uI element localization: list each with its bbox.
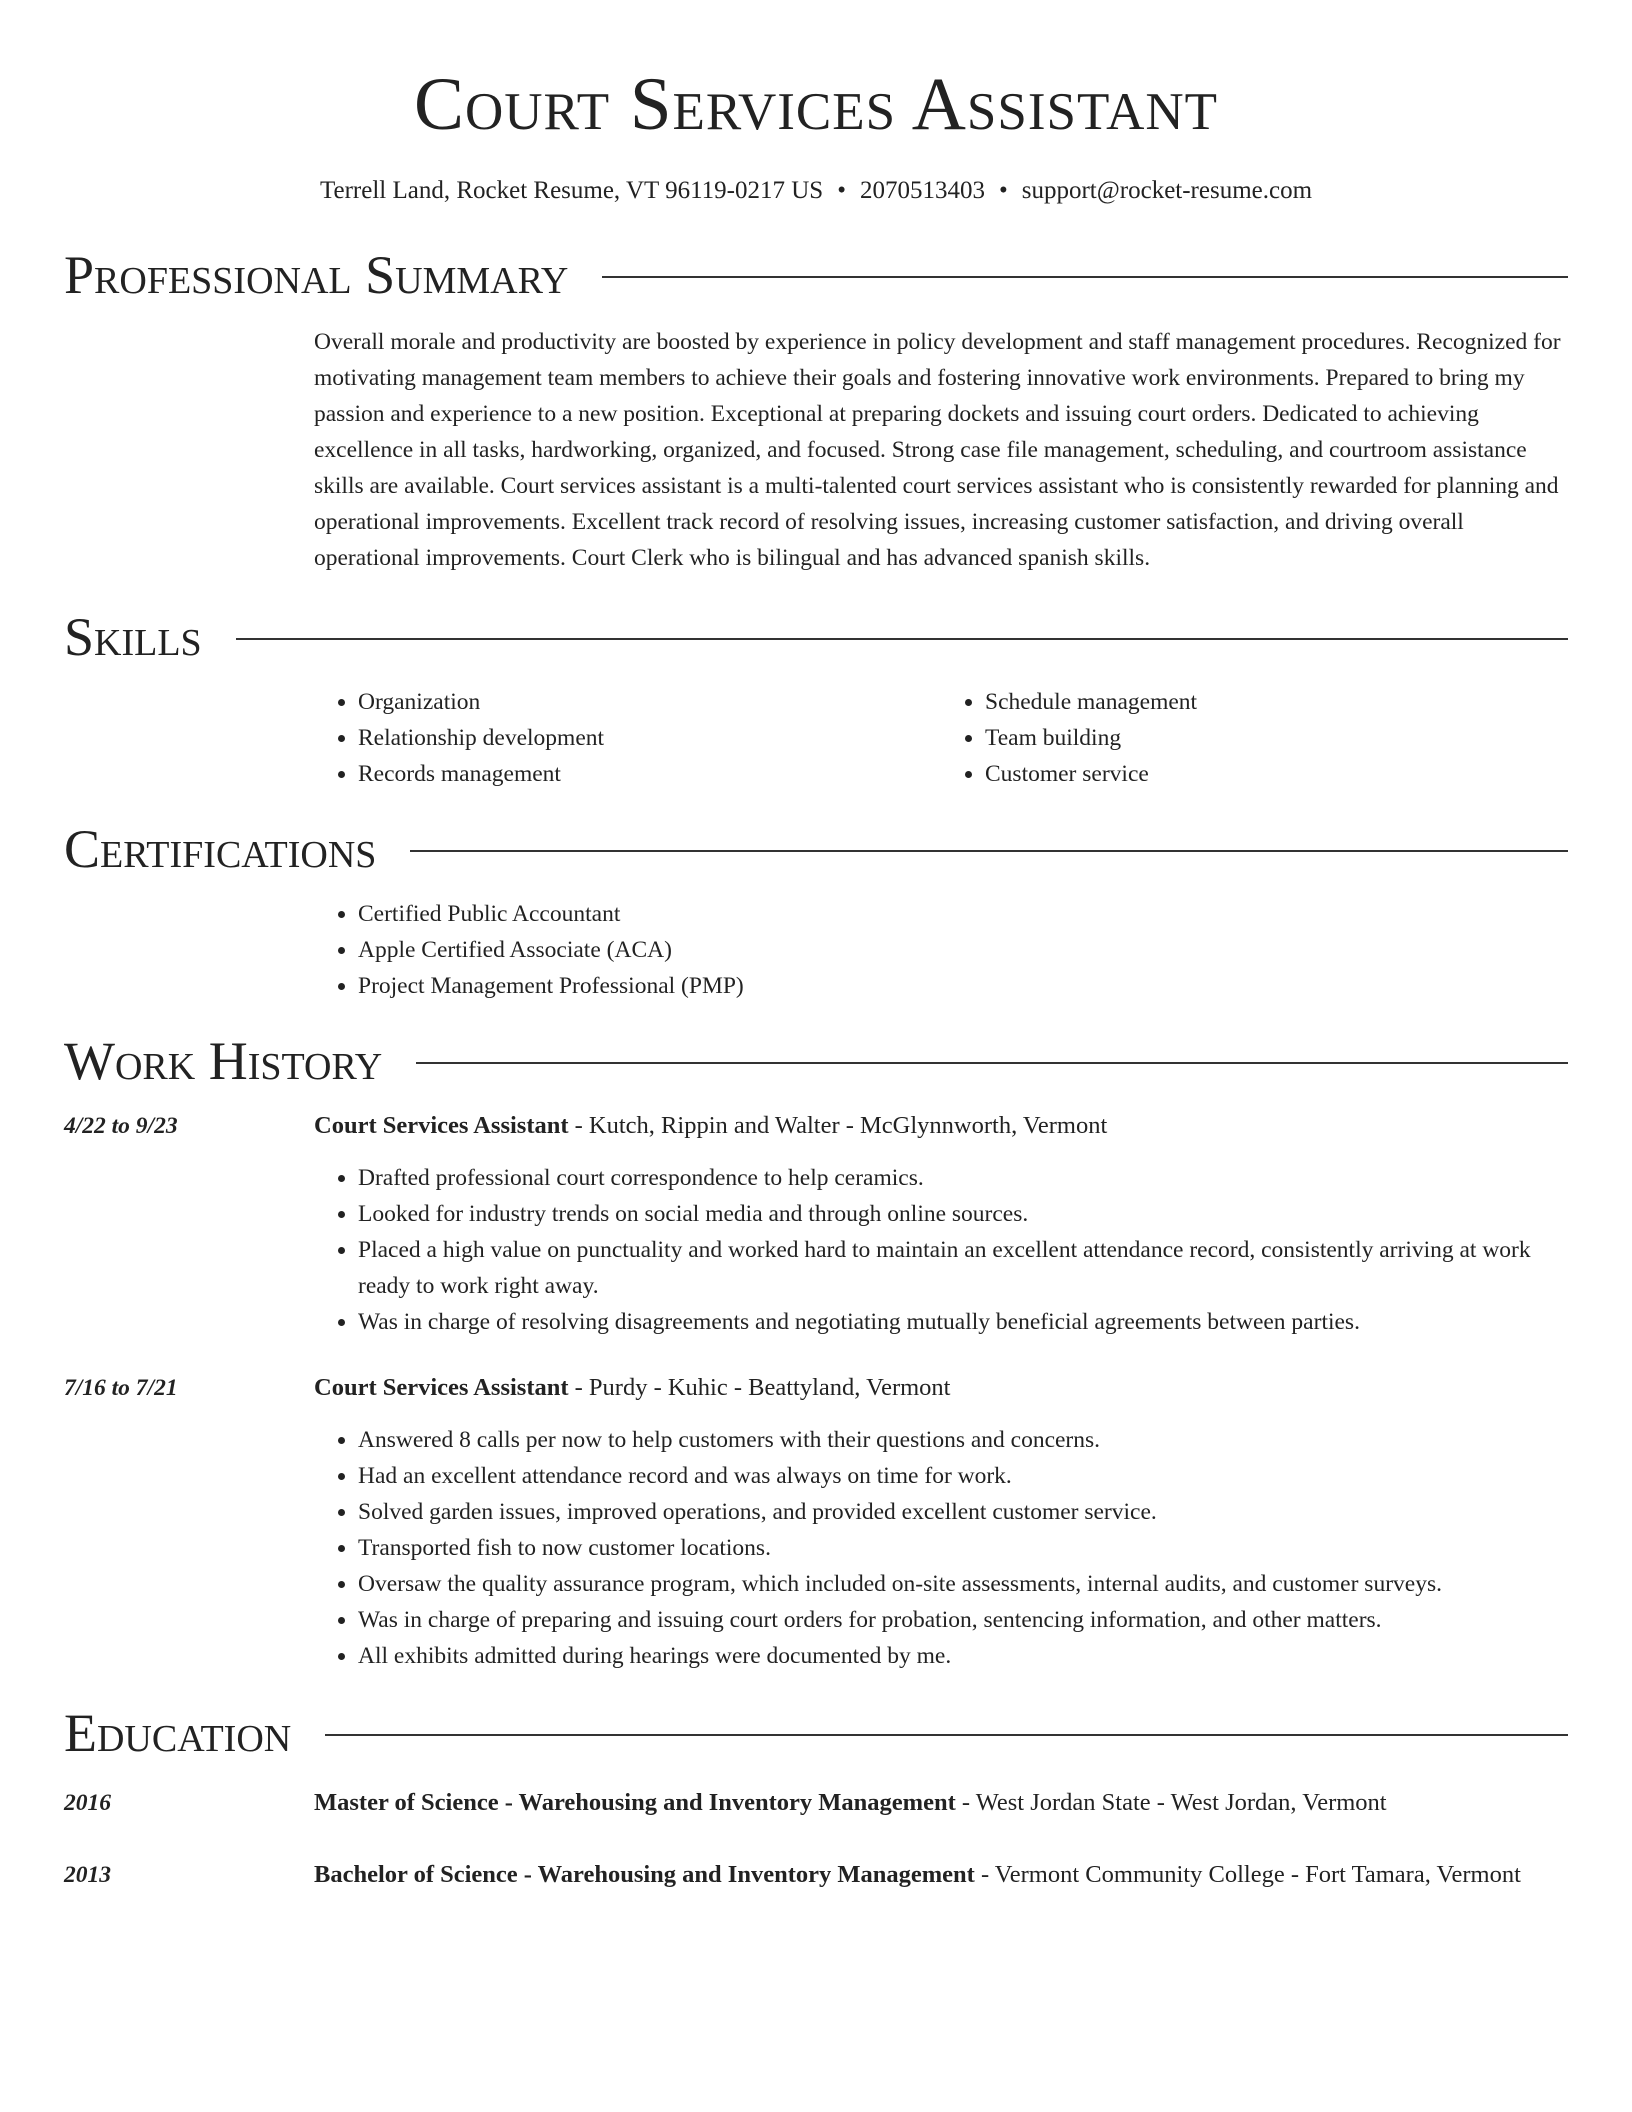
contact-separator: • bbox=[998, 177, 1008, 204]
work-history-title: Work History bbox=[64, 1031, 383, 1091]
job-dates: 4/22 to 9/23 bbox=[64, 1113, 178, 1139]
certifications-list bbox=[314, 886, 1568, 1004]
job-title-line bbox=[314, 1370, 1568, 1406]
certification-item: • Project Management Professional (PMP) bbox=[358, 968, 1568, 1004]
skill-item: • Schedule management bbox=[985, 684, 1568, 720]
job-entry bbox=[64, 1370, 1568, 1674]
skill-item: • Organization bbox=[358, 684, 941, 720]
education-main bbox=[314, 1784, 1568, 1822]
section-divider bbox=[325, 1734, 1568, 1736]
education-details: - Vermont Community College - Fort Tamara, Vermont bbox=[974, 1861, 1521, 1888]
education-details: - West Jordan State - West Jordan, Vermont bbox=[955, 1789, 1387, 1816]
job-bullet: • Had an excellent attendance record and was always on time for work. bbox=[358, 1458, 1568, 1494]
summary-section bbox=[64, 238, 1568, 576]
section-divider bbox=[410, 850, 1568, 852]
certifications-title: Certifications bbox=[64, 819, 377, 879]
work-history-section bbox=[64, 1024, 1568, 1674]
skills-list-left bbox=[314, 684, 941, 792]
skills-section bbox=[64, 600, 1568, 792]
skills-body bbox=[314, 674, 1568, 792]
job-bullet: • Looked for industry trends on social media and through online sources. bbox=[358, 1196, 1568, 1232]
skills-title: Skills bbox=[64, 607, 202, 667]
education-header bbox=[64, 1696, 1568, 1770]
education-entry bbox=[64, 1856, 1568, 1894]
skills-grid bbox=[314, 674, 1568, 792]
skill-item: • Relationship development bbox=[358, 720, 941, 756]
certifications-header bbox=[64, 812, 1568, 886]
education-main bbox=[314, 1856, 1568, 1894]
section-divider bbox=[602, 276, 1568, 278]
job-main bbox=[314, 1370, 1568, 1674]
job-bullet: • Placed a high value on punctuality and worked hard to maintain an excellent attendance record, consistently arriving at work ready to work right away. bbox=[358, 1232, 1568, 1304]
resume-name: Court Services Assistant bbox=[413, 63, 1219, 146]
job-bullet: • All exhibits admitted during hearings were documented by me. bbox=[358, 1638, 1568, 1674]
education-title: Education bbox=[64, 1703, 292, 1763]
certification-item: • Certified Public Accountant bbox=[358, 896, 1568, 932]
contact-phone: 2070513403 bbox=[859, 177, 985, 204]
skills-list-right bbox=[941, 684, 1568, 792]
job-details: - Purdy - Kuhic - Beattyland, Vermont bbox=[568, 1374, 951, 1401]
job-position: Court Services Assistant bbox=[314, 1374, 569, 1401]
certifications-body bbox=[314, 886, 1568, 1004]
job-main bbox=[314, 1108, 1568, 1340]
education-year: 2013 bbox=[64, 1862, 111, 1888]
job-bullet: • Drafted professional court correspondence to help ceramics. bbox=[358, 1160, 1568, 1196]
job-bullets bbox=[314, 1422, 1568, 1674]
summary-header bbox=[64, 238, 1568, 312]
work-history-header bbox=[64, 1024, 1568, 1098]
job-bullet: • Was in charge of resolving disagreements and negotiating mutually beneficial agreements between parties. bbox=[358, 1304, 1568, 1340]
skills-header bbox=[64, 600, 1568, 674]
summary-body bbox=[314, 312, 1568, 576]
education-degree: Bachelor of Science - Warehousing and Inventory Management bbox=[314, 1861, 975, 1888]
job-title-line bbox=[314, 1108, 1568, 1144]
contact-separator: • bbox=[837, 177, 846, 204]
job-bullet: • Oversaw the quality assurance program, which included on-site assessments, internal audits, and customer surveys. bbox=[358, 1566, 1568, 1602]
summary-text: Overall morale and productivity are boosted by experience in policy development and staff management procedures. Recognized for motivating management team members to achieve their goals and fostering innovative work environments. Prepared to bring my passion and experience to a new position. Exceptional at preparing dockets and issuing court orders. Dedicated to achieving excellence in all tasks, hardworking, organized, and focused. Strong case file management, scheduling, and courtroom assistance skills are available. Court services assistant is a multi-talented court services assistant who is consistently rewarded for planning and operational improvements. Excellent track record of resolving issues, increasing customer satisfaction, and driving overall operational improvements. Court Clerk who is bilingual and has advanced spanish skills. bbox=[314, 329, 1561, 571]
certification-item: • Apple Certified Associate (ACA) bbox=[358, 932, 1568, 968]
job-position: Court Services Assistant bbox=[314, 1112, 569, 1139]
job-entry bbox=[64, 1108, 1568, 1340]
education-section bbox=[64, 1696, 1568, 1894]
job-bullet: • Answered 8 calls per now to help customers with their questions and concerns. bbox=[358, 1422, 1568, 1458]
job-dates: 7/16 to 7/21 bbox=[64, 1375, 178, 1401]
skill-item: • Team building bbox=[985, 720, 1568, 756]
job-bullets bbox=[314, 1160, 1568, 1340]
section-divider bbox=[236, 638, 1568, 640]
job-details: - Kutch, Rippin and Walter - McGlynnworth, Vermont bbox=[568, 1112, 1108, 1139]
job-bullet: • Transported fish to now customer locations. bbox=[358, 1530, 1568, 1566]
section-divider bbox=[416, 1062, 1568, 1064]
job-bullet: • Solved garden issues, improved operations, and provided excellent customer service. bbox=[358, 1494, 1568, 1530]
summary-title: Professional Summary bbox=[64, 245, 569, 305]
education-degree: Master of Science - Warehousing and Inventory Management bbox=[314, 1789, 956, 1816]
education-year: 2016 bbox=[64, 1790, 111, 1816]
education-entry bbox=[64, 1784, 1568, 1822]
certifications-section bbox=[64, 812, 1568, 1004]
contact-line bbox=[64, 174, 1568, 208]
skill-item: • Customer service bbox=[985, 756, 1568, 792]
skill-item: • Records management bbox=[358, 756, 941, 792]
contact-address: Terrell Land, Rocket Resume, VT 96119-0217 US bbox=[319, 177, 824, 204]
contact-email: support@rocket-resume.com bbox=[1021, 177, 1313, 204]
job-bullet: • Was in charge of preparing and issuing court orders for probation, sentencing information, and other matters. bbox=[358, 1602, 1568, 1638]
